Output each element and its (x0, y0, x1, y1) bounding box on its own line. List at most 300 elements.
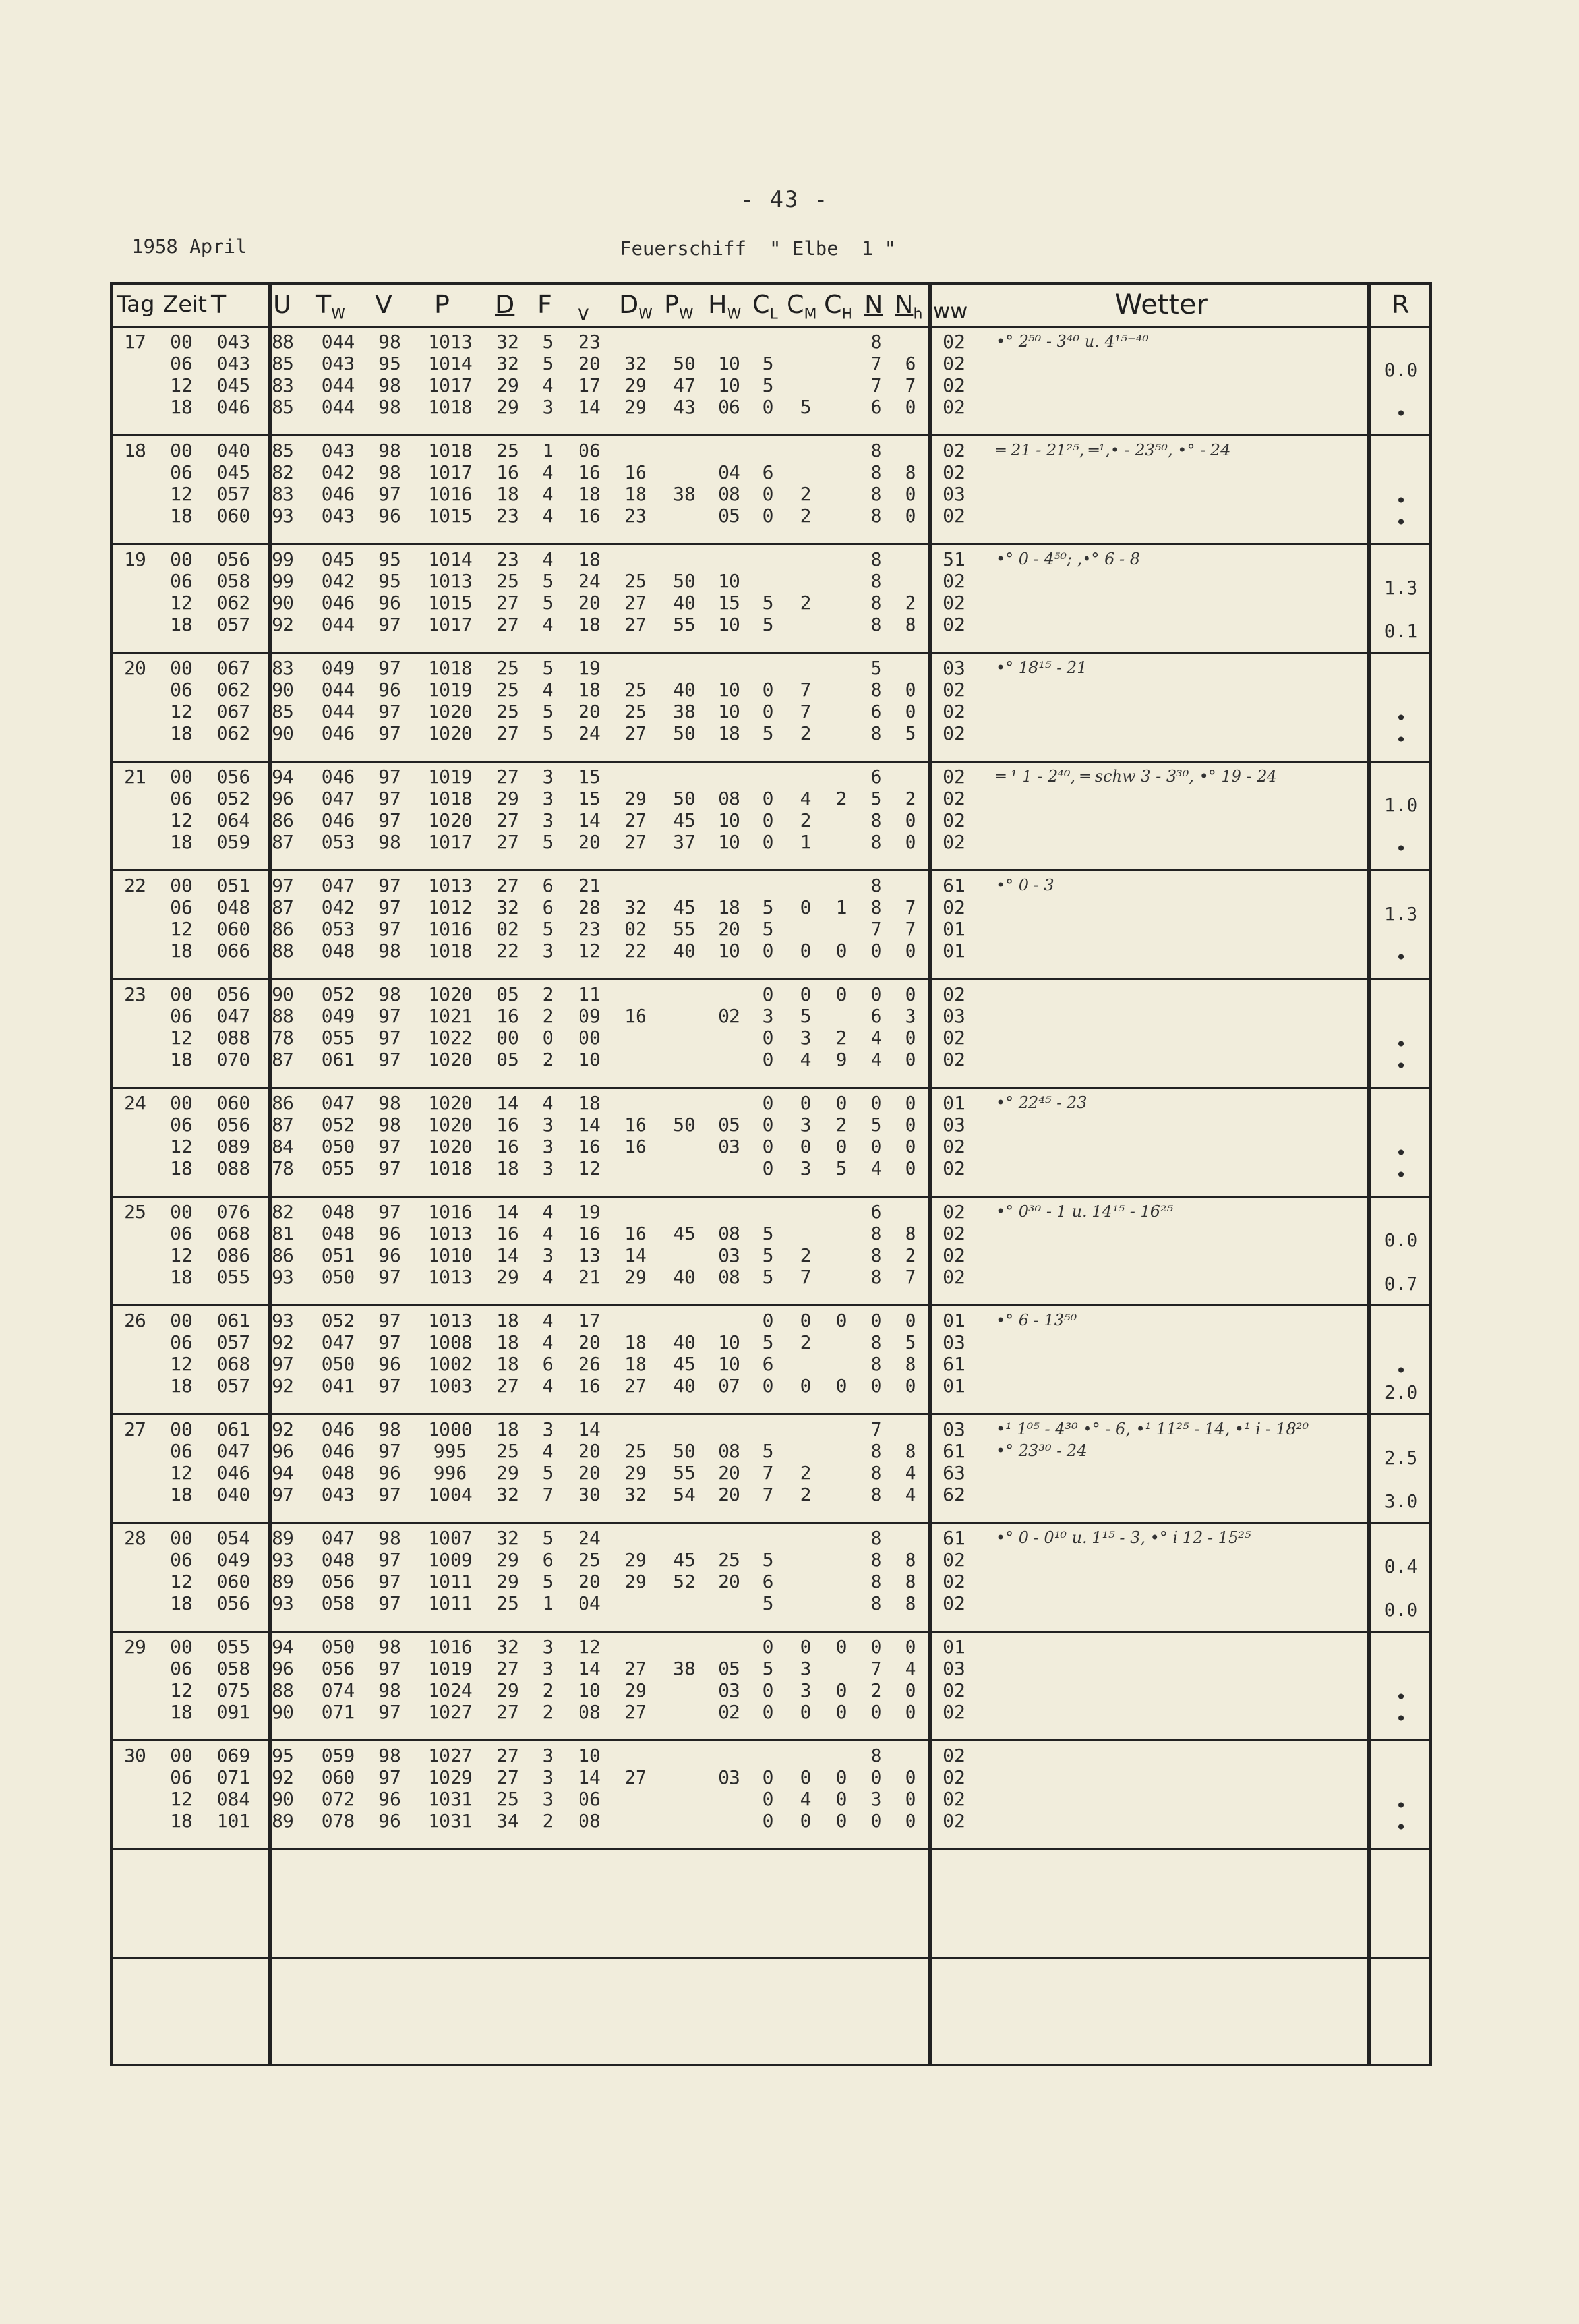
cell-d: 27 (496, 875, 519, 896)
cell-vv: 06 (578, 440, 601, 461)
cell-hw: 25 (718, 1549, 740, 1571)
cell-u: 90 (272, 983, 294, 1005)
cell-t: 047 (216, 1005, 251, 1027)
cell-tw: 050 (321, 1636, 355, 1658)
cell-tag: 26 (124, 1310, 146, 1331)
cell-dw: 25 (624, 679, 647, 701)
cell-pw: 43 (673, 396, 696, 418)
cell-ww: 02 (943, 1266, 965, 1288)
cell-p: 1027 (428, 1745, 473, 1766)
cell-tw: 074 (321, 1679, 355, 1701)
cell-dw: 29 (624, 1549, 647, 1571)
cell-zeit: 06 (170, 1549, 193, 1571)
cell-p: 1019 (428, 766, 473, 788)
cell-tag: 19 (124, 548, 146, 570)
cell-dw: 29 (624, 1266, 647, 1288)
cell-hw: 10 (718, 1353, 740, 1375)
cell-cm: 3 (800, 1679, 812, 1701)
cell-p: 1017 (428, 614, 473, 635)
cell-ww: 02 (943, 1136, 965, 1157)
cell-vv: 12 (578, 940, 601, 962)
cell-ww: 01 (943, 1310, 965, 1331)
cell-cm: 2 (800, 809, 812, 831)
cell-f: 4 (542, 461, 554, 483)
cell-pw: 50 (673, 353, 696, 374)
cell-v: 98 (378, 1418, 401, 1440)
cell-n: 8 (870, 875, 882, 896)
cell-f: 2 (542, 1679, 554, 1701)
cell-pw: 40 (673, 679, 696, 701)
cell-n: 8 (870, 1223, 882, 1244)
col-zeit: Zeit (163, 291, 207, 318)
cell-v: 98 (378, 1636, 401, 1658)
cell-hw: 08 (718, 788, 740, 809)
cell-vv: 00 (578, 1027, 601, 1049)
cell-t: 051 (216, 875, 251, 896)
cell-nh: 0 (905, 1136, 916, 1157)
cell-n: 8 (870, 1353, 882, 1375)
cell-nh: 0 (905, 1636, 916, 1658)
cell-f: 4 (542, 1375, 554, 1397)
wetter-text: •° 22⁴⁵ - 23 (996, 1093, 1087, 1112)
cell-f: 3 (542, 1658, 554, 1679)
cell-t: 084 (216, 1788, 251, 1810)
cell-zeit: 06 (170, 461, 193, 483)
cell-ww: 02 (943, 461, 965, 483)
cell-hw: 03 (718, 1244, 740, 1266)
col-hw (708, 290, 741, 330)
cell-pw: 40 (673, 1331, 696, 1353)
cell-vv: 30 (578, 1484, 601, 1505)
col-nh (895, 290, 922, 330)
cell-t: 062 (216, 679, 251, 701)
cell-d: 27 (496, 614, 519, 635)
cell-n: 3 (870, 1788, 882, 1810)
cell-zeit: 00 (170, 548, 193, 570)
cell-v: 97 (378, 918, 401, 940)
table-row (113, 1331, 965, 1353)
cell-tw: 051 (321, 1244, 355, 1266)
cell-f: 5 (542, 1527, 554, 1549)
cell-ww: 03 (943, 1658, 965, 1679)
cell-f: 4 (542, 1223, 554, 1244)
cell-zeit: 12 (170, 1244, 193, 1266)
cell-p: 1019 (428, 1658, 473, 1679)
cell-t: 056 (216, 548, 251, 570)
cell-nh: 8 (905, 461, 916, 483)
col-cl-sub: L (769, 306, 778, 323)
precip-value: • (1395, 1686, 1407, 1708)
cell-tw: 072 (321, 1788, 355, 1810)
cell-d: 27 (496, 1745, 519, 1766)
cell-f: 0 (542, 1027, 554, 1049)
cell-vv: 15 (578, 766, 601, 788)
cell-p: 1016 (428, 918, 473, 940)
cell-hw: 04 (718, 461, 740, 483)
cell-f: 3 (542, 1157, 554, 1179)
cell-p: 1029 (428, 1766, 473, 1788)
cell-zeit: 00 (170, 1745, 193, 1766)
cell-nh: 6 (905, 353, 916, 374)
cell-cl: 0 (762, 1049, 774, 1070)
cell-ww: 51 (943, 548, 965, 570)
cell-nh: 4 (905, 1658, 916, 1679)
cell-ww: 02 (943, 1049, 965, 1070)
cell-f: 4 (542, 1266, 554, 1288)
cell-f: 4 (542, 1331, 554, 1353)
cell-zeit: 18 (170, 722, 193, 744)
cell-n: 0 (870, 1310, 882, 1331)
day-divider (113, 543, 1429, 545)
cell-u: 88 (272, 1005, 294, 1027)
cell-v: 97 (378, 1157, 401, 1179)
cell-n: 0 (870, 1810, 882, 1832)
col-nh-sub: h (913, 306, 923, 323)
cell-ww: 02 (943, 1157, 965, 1179)
cell-v: 97 (378, 1310, 401, 1331)
cell-t: 040 (216, 440, 251, 461)
cell-ww: 02 (943, 1788, 965, 1810)
cell-ww: 61 (943, 875, 965, 896)
cell-n: 6 (870, 766, 882, 788)
cell-cl: 0 (762, 809, 774, 831)
cell-vv: 14 (578, 1418, 601, 1440)
cell-nh: 2 (905, 1244, 916, 1266)
cell-u: 83 (272, 657, 294, 679)
cell-v: 95 (378, 548, 401, 570)
cell-cl: 6 (762, 1353, 774, 1375)
cell-cm: 2 (800, 722, 812, 744)
cell-zeit: 12 (170, 1788, 193, 1810)
col-ch-sub: H (841, 306, 853, 323)
cell-nh: 8 (905, 614, 916, 635)
cell-zeit: 00 (170, 1418, 193, 1440)
cell-ww: 02 (943, 1766, 965, 1788)
cell-hw: 06 (718, 396, 740, 418)
cell-v: 97 (378, 1440, 401, 1462)
cell-v: 97 (378, 1201, 401, 1223)
cell-f: 4 (542, 1092, 554, 1114)
cell-cm: 4 (800, 788, 812, 809)
cell-hw: 10 (718, 831, 740, 853)
cell-tw: 046 (321, 483, 355, 505)
cell-ww: 02 (943, 1027, 965, 1049)
cell-f: 3 (542, 1636, 554, 1658)
cell-d: 27 (496, 722, 519, 744)
table-row (113, 1114, 965, 1136)
table-row (113, 1049, 965, 1070)
cell-nh: 0 (905, 1810, 916, 1832)
cell-vv: 14 (578, 1114, 601, 1136)
cell-tag: 27 (124, 1418, 146, 1440)
cell-cm: 4 (800, 1788, 812, 1810)
cell-ww: 61 (943, 1353, 965, 1375)
cell-p: 1013 (428, 875, 473, 896)
cell-d: 27 (496, 1766, 519, 1788)
cell-tw: 042 (321, 896, 355, 918)
cell-hw: 07 (718, 1375, 740, 1397)
cell-nh: 0 (905, 809, 916, 831)
cell-d: 27 (496, 1375, 519, 1397)
cell-f: 1 (542, 1592, 554, 1614)
cell-v: 98 (378, 396, 401, 418)
cell-nh: 0 (905, 983, 916, 1005)
cell-t: 071 (216, 1766, 251, 1788)
cell-p: 1018 (428, 396, 473, 418)
cell-v: 97 (378, 1005, 401, 1027)
cell-nh: 7 (905, 918, 916, 940)
cell-f: 4 (542, 483, 554, 505)
cell-hw: 05 (718, 1114, 740, 1136)
cell-t: 043 (216, 353, 251, 374)
cell-u: 78 (272, 1157, 294, 1179)
cell-cm: 7 (800, 1266, 812, 1288)
cell-p: 995 (433, 1440, 467, 1462)
cell-pw: 40 (673, 940, 696, 962)
cell-p: 1018 (428, 940, 473, 962)
cell-n: 5 (870, 1114, 882, 1136)
cell-f: 3 (542, 1788, 554, 1810)
table-row (113, 1092, 965, 1114)
col-ww: ww (933, 299, 968, 324)
cell-vv: 18 (578, 548, 601, 570)
cell-d: 25 (496, 657, 519, 679)
cell-t: 089 (216, 1136, 251, 1157)
cell-n: 6 (870, 1201, 882, 1223)
cell-u: 87 (272, 831, 294, 853)
cell-d: 18 (496, 1418, 519, 1440)
cell-p: 1013 (428, 1310, 473, 1331)
cell-ww: 02 (943, 505, 965, 527)
cell-cm: 0 (800, 1136, 812, 1157)
cell-dw: 25 (624, 1440, 647, 1462)
cell-d: 32 (496, 353, 519, 374)
cell-t: 055 (216, 1636, 251, 1658)
table-row (113, 788, 965, 809)
precip-value: 0.1 (1384, 620, 1418, 642)
cell-vv: 10 (578, 1679, 601, 1701)
cell-nh: 8 (905, 1549, 916, 1571)
day-divider (113, 1304, 1429, 1306)
cell-zeit: 06 (170, 1440, 193, 1462)
cell-zeit: 00 (170, 1636, 193, 1658)
cell-pw: 45 (673, 1353, 696, 1375)
wetter-text: •° 23³⁰ - 24 (996, 1441, 1087, 1460)
day-divider (113, 869, 1429, 871)
cell-zeit: 12 (170, 701, 193, 722)
cell-p: 1012 (428, 896, 473, 918)
cell-cm: 0 (800, 1310, 812, 1331)
cell-pw: 50 (673, 722, 696, 744)
cell-tw: 052 (321, 1114, 355, 1136)
wetter-text: ═ ¹ 1 - 2⁴⁰, ═ schw 3 - 3³⁰, •° 19 - 24 (996, 767, 1277, 786)
cell-v: 97 (378, 1658, 401, 1679)
cell-hw: 20 (718, 1462, 740, 1484)
cell-v: 97 (378, 1571, 401, 1592)
cell-n: 7 (870, 374, 882, 396)
precip-value: • (1395, 490, 1407, 511)
cell-p: 1004 (428, 1484, 473, 1505)
cell-ww: 02 (943, 1810, 965, 1832)
cell-ch: 2 (835, 1027, 847, 1049)
cell-v: 98 (378, 983, 401, 1005)
col-cl (752, 290, 778, 330)
cell-u: 94 (272, 1462, 294, 1484)
cell-tw: 050 (321, 1136, 355, 1157)
cell-nh: 0 (905, 1701, 916, 1723)
col-tw-sub: W (331, 306, 345, 323)
cell-ww: 02 (943, 1223, 965, 1244)
col-t: T (211, 290, 227, 319)
cell-dw: 16 (624, 1223, 647, 1244)
cell-ww: 02 (943, 1201, 965, 1223)
page-number: - 43 - (740, 187, 829, 213)
table-row (113, 1571, 965, 1592)
cell-u: 89 (272, 1527, 294, 1549)
cell-v: 96 (378, 1810, 401, 1832)
cell-cm: 0 (800, 1701, 812, 1723)
cell-t: 088 (216, 1027, 251, 1049)
precip-value: • (1395, 1795, 1407, 1816)
cell-n: 7 (870, 1418, 882, 1440)
cell-tag: 22 (124, 875, 146, 896)
cell-t: 046 (216, 396, 251, 418)
cell-dw: 32 (624, 1484, 647, 1505)
table-row (113, 1788, 965, 1810)
cell-zeit: 00 (170, 331, 193, 353)
cell-cm: 7 (800, 701, 812, 722)
cell-cm: 3 (800, 1114, 812, 1136)
cell-cl: 0 (762, 1310, 774, 1331)
cell-tw: 048 (321, 1462, 355, 1484)
cell-cl: 5 (762, 614, 774, 635)
table-row (113, 331, 965, 353)
cell-hw: 10 (718, 809, 740, 831)
cell-d: 23 (496, 548, 519, 570)
cell-u: 90 (272, 679, 294, 701)
cell-t: 060 (216, 918, 251, 940)
day-divider (113, 978, 1429, 980)
cell-pw: 38 (673, 701, 696, 722)
wetter-text: •° 18¹⁵ - 21 (996, 658, 1087, 677)
cell-vv: 18 (578, 483, 601, 505)
cell-cm: 3 (800, 1157, 812, 1179)
cell-zeit: 18 (170, 505, 193, 527)
cell-d: 25 (496, 1440, 519, 1462)
cell-tag: 20 (124, 657, 146, 679)
cell-vv: 24 (578, 722, 601, 744)
cell-f: 5 (542, 592, 554, 614)
cell-hw: 02 (718, 1005, 740, 1027)
precip-value: • (1395, 1055, 1407, 1077)
cell-vv: 25 (578, 1549, 601, 1571)
cell-p: 1018 (428, 440, 473, 461)
cell-ww: 61 (943, 1440, 965, 1462)
cell-p: 1003 (428, 1375, 473, 1397)
cell-tw: 044 (321, 614, 355, 635)
cell-d: 16 (496, 461, 519, 483)
table-row (113, 1244, 965, 1266)
cell-t: 059 (216, 831, 251, 853)
cell-n: 8 (870, 483, 882, 505)
cell-dw: 32 (624, 896, 647, 918)
cell-tw: 048 (321, 1223, 355, 1244)
cell-ww: 02 (943, 701, 965, 722)
cell-zeit: 18 (170, 1701, 193, 1723)
cell-tw: 042 (321, 461, 355, 483)
cell-cm: 2 (800, 1244, 812, 1266)
cell-nh: 7 (905, 1266, 916, 1288)
day-divider (113, 1739, 1429, 1741)
cell-t: 060 (216, 505, 251, 527)
cell-zeit: 12 (170, 918, 193, 940)
day-divider (113, 1848, 1429, 1850)
cell-f: 7 (542, 1484, 554, 1505)
cell-t: 069 (216, 1745, 251, 1766)
cell-v: 95 (378, 353, 401, 374)
cell-pw: 52 (673, 1571, 696, 1592)
cell-dw: 29 (624, 396, 647, 418)
cell-d: 05 (496, 983, 519, 1005)
header-year-month: 1958 April (132, 235, 247, 258)
cell-hw: 10 (718, 374, 740, 396)
cell-pw: 54 (673, 1484, 696, 1505)
cell-t: 046 (216, 1462, 251, 1484)
cell-tag: 23 (124, 983, 146, 1005)
cell-u: 86 (272, 1092, 294, 1114)
table-row (113, 1027, 965, 1049)
cell-t: 057 (216, 614, 251, 635)
cell-pw: 55 (673, 918, 696, 940)
precip-value: 1.3 (1384, 577, 1418, 598)
cell-pw: 45 (673, 809, 696, 831)
cell-hw: 08 (718, 1266, 740, 1288)
cell-tw: 044 (321, 331, 355, 353)
cell-vv: 14 (578, 1766, 601, 1788)
cell-ww: 02 (943, 722, 965, 744)
cell-nh: 0 (905, 1114, 916, 1136)
table-row (113, 1636, 965, 1658)
cell-v: 97 (378, 614, 401, 635)
precip-value: • (1395, 1142, 1407, 1164)
cell-d: 02 (496, 918, 519, 940)
cell-d: 18 (496, 1310, 519, 1331)
cell-n: 2 (870, 1679, 882, 1701)
cell-p: 1009 (428, 1549, 473, 1571)
cell-u: 92 (272, 614, 294, 635)
cell-v: 96 (378, 505, 401, 527)
cell-nh: 0 (905, 396, 916, 418)
cell-zeit: 00 (170, 1527, 193, 1549)
cell-dw: 27 (624, 592, 647, 614)
cell-p: 1016 (428, 483, 473, 505)
cell-nh: 2 (905, 788, 916, 809)
cell-ww: 02 (943, 809, 965, 831)
cell-v: 96 (378, 1223, 401, 1244)
cell-cm: 5 (800, 1005, 812, 1027)
table-row (113, 1375, 965, 1397)
day-divider (113, 1196, 1429, 1198)
cell-f: 5 (542, 570, 554, 592)
cell-vv: 16 (578, 1136, 601, 1157)
cell-v: 97 (378, 1027, 401, 1049)
cell-zeit: 06 (170, 1331, 193, 1353)
cell-tw: 045 (321, 548, 355, 570)
cell-ww: 62 (943, 1484, 965, 1505)
cell-zeit: 00 (170, 1092, 193, 1114)
cell-pw: 50 (673, 1440, 696, 1462)
cell-zeit: 12 (170, 483, 193, 505)
